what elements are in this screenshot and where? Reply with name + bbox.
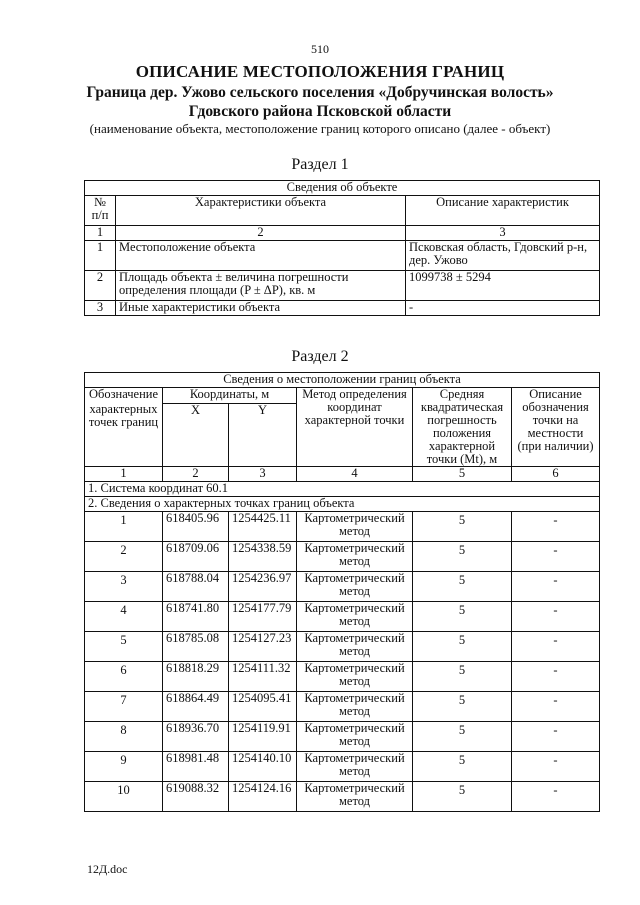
y-coordinate: 1254095.41 — [229, 692, 297, 722]
y-coordinate: 1254177.79 — [229, 602, 297, 632]
col-number-cell: 1 — [85, 226, 116, 241]
table-row — [85, 782, 600, 812]
y-coordinate: 1254127.23 — [229, 632, 297, 662]
point-number: 5 — [85, 632, 163, 662]
header-coordinates: Координаты, м — [163, 388, 297, 404]
description-cell: Псковская область, Гдовский р-н, дер. Ужово — [406, 241, 600, 271]
header-characteristics: Характеристики объекта — [116, 196, 406, 226]
mt-cell: 5 — [413, 602, 512, 632]
method-cell: Картометрический метод — [297, 782, 413, 812]
col-number-cell: 3 — [406, 226, 600, 241]
method-cell: Картометрический метод — [297, 542, 413, 572]
header-point-description: Описание обозначения точки на местности (при наличии) — [512, 388, 600, 467]
point-number: 1 — [85, 512, 163, 542]
description-cell: 1099738 ± 5294 — [406, 271, 600, 301]
table-row — [85, 692, 600, 722]
table-row — [85, 602, 600, 632]
point-description-cell: - — [512, 752, 600, 782]
row-number: 2 — [85, 271, 116, 301]
page-number: 510 — [311, 42, 329, 56]
header-designation-bottom: характерных точек границ — [85, 403, 163, 466]
mt-cell: 5 — [413, 572, 512, 602]
method-cell: Картометрический метод — [297, 752, 413, 782]
method-cell: Картометрический метод — [297, 722, 413, 752]
table-row — [85, 752, 600, 782]
point-description-cell: - — [512, 782, 600, 812]
x-coordinate: 618818.29 — [163, 662, 229, 692]
col-number-cell: 1 — [85, 467, 163, 482]
table-title: Сведения об объекте — [85, 181, 600, 196]
col-number-cell: 2 — [116, 226, 406, 241]
table-row — [85, 722, 600, 752]
document-subtitle-line1: Граница дер. Ужово сельского поселения «Добручинская волость» — [86, 84, 554, 101]
table-row — [85, 301, 600, 316]
point-number: 3 — [85, 572, 163, 602]
table-row — [85, 542, 600, 572]
point-description-cell: - — [512, 662, 600, 692]
table-row — [85, 572, 600, 602]
point-description-cell: - — [512, 692, 600, 722]
mt-cell: 5 — [413, 782, 512, 812]
point-description-cell: - — [512, 542, 600, 572]
header-description: Описание характеристик — [406, 196, 600, 226]
y-coordinate: 1254338.59 — [229, 542, 297, 572]
header-error: Средняя квадратическая погрешность положения характерной точки (Mt), м — [413, 388, 512, 467]
x-coordinate: 618709.06 — [163, 542, 229, 572]
mt-cell: 5 — [413, 692, 512, 722]
x-coordinate: 618936.70 — [163, 722, 229, 752]
col-number-cell: 5 — [413, 467, 512, 482]
row-number: 1 — [85, 241, 116, 271]
x-coordinate: 619088.32 — [163, 782, 229, 812]
point-description-cell: - — [512, 632, 600, 662]
footer-filename: 12Д.doc — [87, 862, 128, 876]
col-number-cell: 3 — [229, 467, 297, 482]
boundary-points-table — [84, 372, 600, 812]
header-method: Метод определения координат характерной точки — [297, 388, 413, 467]
method-cell: Картометрический метод — [297, 602, 413, 632]
table-row — [85, 512, 600, 542]
row-number: 3 — [85, 301, 116, 316]
y-coordinate: 1254111.32 — [229, 662, 297, 692]
points-body — [85, 512, 600, 812]
col-number-cell: 4 — [297, 467, 413, 482]
y-coordinate: 1254425.11 — [229, 512, 297, 542]
mt-cell: 5 — [413, 662, 512, 692]
y-coordinate: 1254140.10 — [229, 752, 297, 782]
table-row — [85, 662, 600, 692]
point-description-cell: - — [512, 572, 600, 602]
table-row — [85, 241, 600, 271]
x-coordinate: 618785.08 — [163, 632, 229, 662]
x-coordinate: 618405.96 — [163, 512, 229, 542]
header-x: X — [163, 403, 229, 466]
header-y: Y — [229, 403, 297, 466]
section1-title: Раздел 1 — [291, 156, 349, 173]
point-number: 8 — [85, 722, 163, 752]
characteristic-cell: Местоположение объекта — [116, 241, 406, 271]
mt-cell: 5 — [413, 752, 512, 782]
point-number: 6 — [85, 662, 163, 692]
mt-cell: 5 — [413, 722, 512, 752]
table-row — [85, 271, 600, 301]
coordinate-system-row: 1. Система координат 60.1 — [85, 482, 600, 497]
document-title: ОПИСАНИЕ МЕСТОПОЛОЖЕНИЯ ГРАНИЦ — [135, 62, 505, 81]
characteristic-cell: Площадь объекта ± величина погрешности определения площади (P ± ΔP), кв. м — [116, 271, 406, 301]
x-coordinate: 618864.49 — [163, 692, 229, 722]
method-cell: Картометрический метод — [297, 572, 413, 602]
point-description-cell: - — [512, 722, 600, 752]
section2-title: Раздел 2 — [291, 348, 349, 365]
point-description-cell: - — [512, 602, 600, 632]
method-cell: Картометрический метод — [297, 632, 413, 662]
header-designation-top: Обозначение — [85, 388, 163, 404]
header-number: № п/п — [85, 196, 116, 226]
point-number: 10 — [85, 782, 163, 812]
col-number-cell: 2 — [163, 467, 229, 482]
description-cell: - — [406, 301, 600, 316]
y-coordinate: 1254119.91 — [229, 722, 297, 752]
table-title: Сведения о местоположении границ объекта — [85, 373, 600, 388]
method-cell: Картометрический метод — [297, 512, 413, 542]
mt-cell: 5 — [413, 512, 512, 542]
x-coordinate: 618981.48 — [163, 752, 229, 782]
point-number: 7 — [85, 692, 163, 722]
x-coordinate: 618741.80 — [163, 602, 229, 632]
method-cell: Картометрический метод — [297, 662, 413, 692]
document-note: (наименование объекта, местоположение границ которого описано (далее - объект) — [89, 121, 551, 136]
mt-cell: 5 — [413, 632, 512, 662]
table-row — [85, 632, 600, 662]
point-number: 4 — [85, 602, 163, 632]
point-number: 9 — [85, 752, 163, 782]
object-info-table — [84, 180, 600, 316]
x-coordinate: 618788.04 — [163, 572, 229, 602]
points-header-row: 2. Сведения о характерных точках границ объекта — [85, 497, 600, 512]
point-description-cell: - — [512, 512, 600, 542]
point-number: 2 — [85, 542, 163, 572]
y-coordinate: 1254124.16 — [229, 782, 297, 812]
characteristic-cell: Иные характеристики объекта — [116, 301, 406, 316]
document-subtitle-line2: Гдовского района Псковской области — [188, 103, 452, 120]
method-cell: Картометрический метод — [297, 692, 413, 722]
mt-cell: 5 — [413, 542, 512, 572]
col-number-cell: 6 — [512, 467, 600, 482]
y-coordinate: 1254236.97 — [229, 572, 297, 602]
